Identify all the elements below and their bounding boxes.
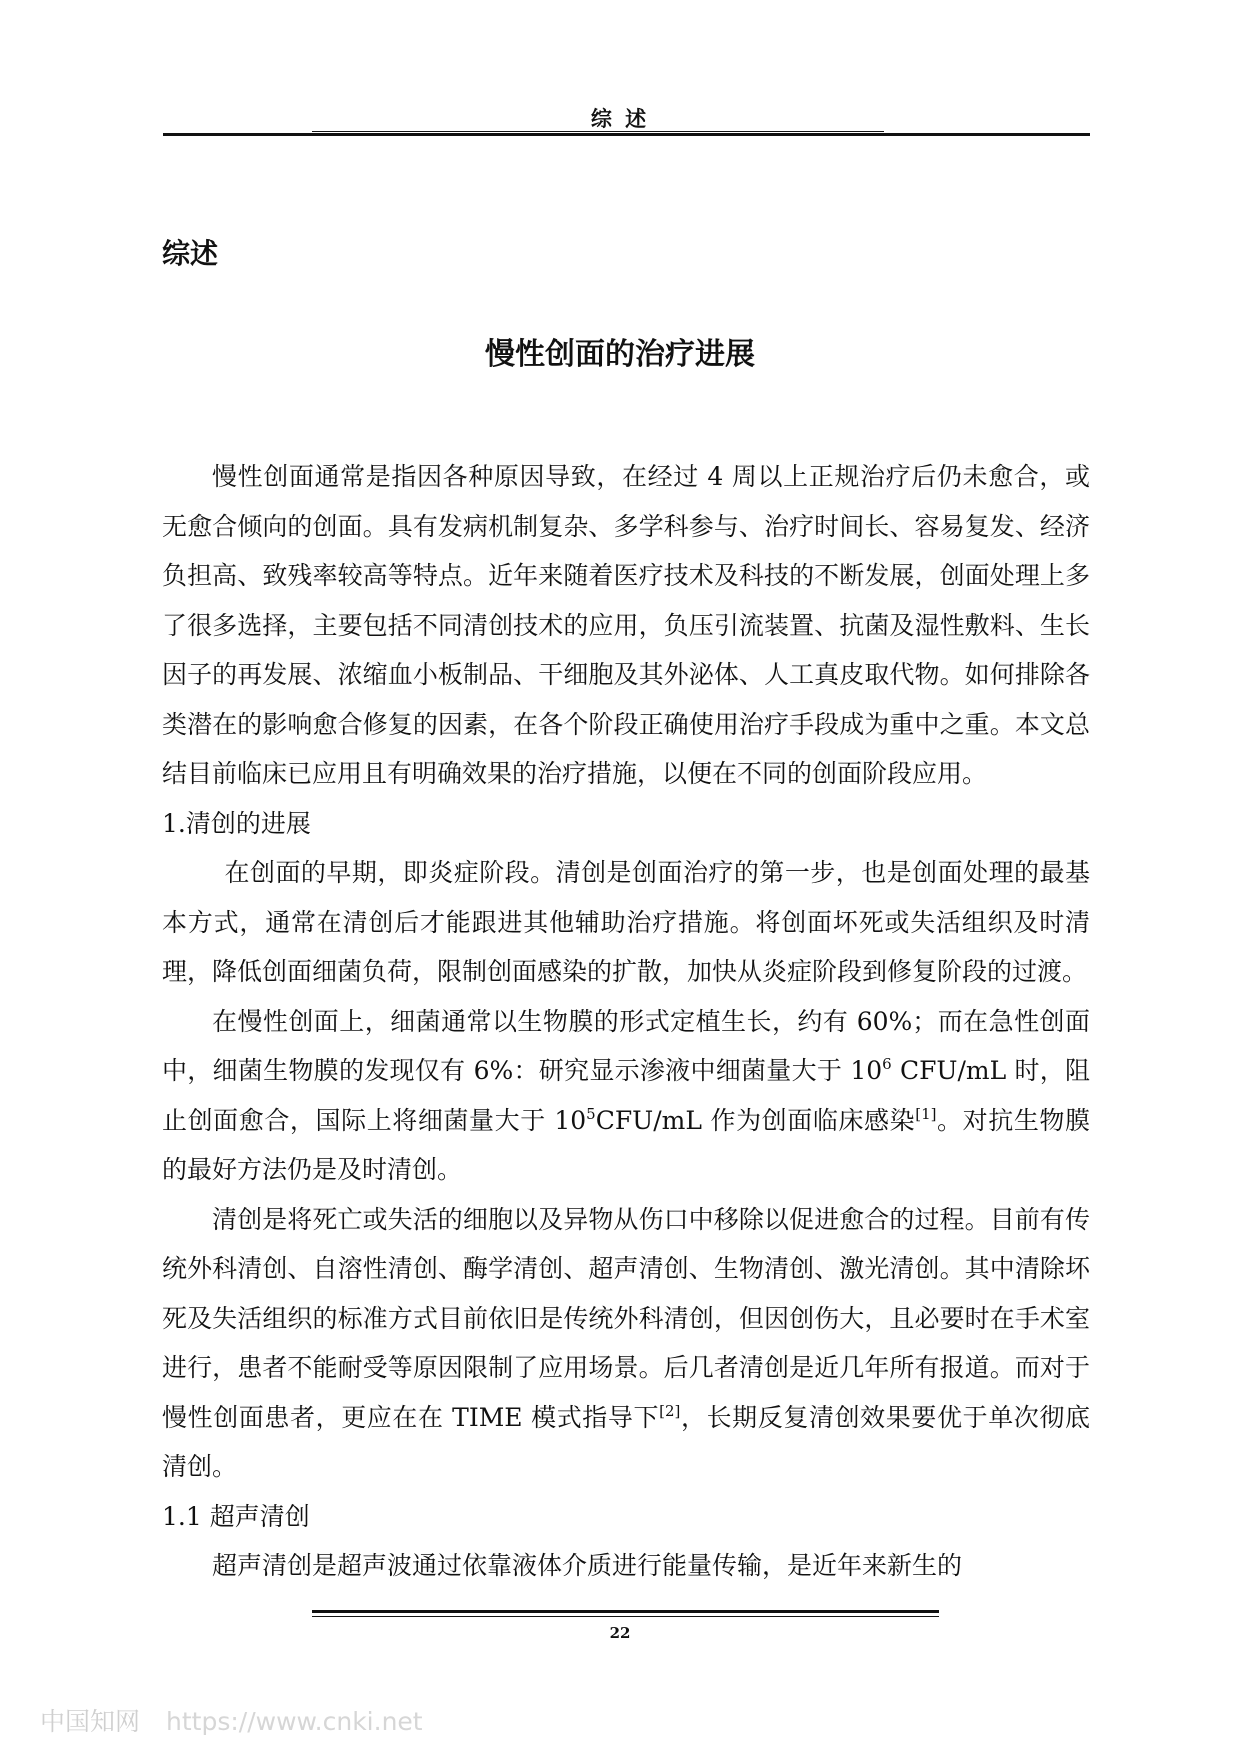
paragraph-debridement-methods [162,1195,1090,1492]
paragraph-early-stage: 在创面的早期，即炎症阶段。清创是创面治疗的第一步，也是创面处理的最基本方式，通常在清创后才能跟进其他辅助治疗措施。将创面坏死或失活组织及时清理，降低创面细菌负荷，限制创面感染的扩散，加快从炎症阶段到修复阶段的过渡。 [162,858,1090,986]
citation-ref-2: [2] [659,1401,681,1420]
paragraph-biofilm [162,997,1090,1195]
subheading-ultrasound: 1.1 超声清创 [162,1501,310,1531]
subheading-debridement: 1.清创的进展 [162,808,311,838]
biofilm-text-d: 。对抗生物膜的最好方法仍是及时清创。 [162,1105,1090,1184]
watermark-site-name: 中国知网 [40,1707,141,1736]
paragraph-intro: 慢性创面通常是指因各种原因导致，在经过 4 周以上正规治疗后仍未愈合，或无愈合倾向的创面。具有发病机制复杂、多学科参与、治疗时间长、容易复发、经济负担高、致残率较高等特点。近年来随着医疗技术及科技的不断发展，创面处理上多了很多选择，主要包括不同清创技术的应用，负压引流装置、抗菌及湿性敷料、生长因子的再发展、浓缩血小板制品、干细胞及其外泌体、人工真皮取代物。如何排除各类潜在的影响愈合修复的因素，在各个阶段正确使用治疗手段成为重中之重。本文总结目前临床已应用且有明确效果的治疗措施，以便在不同的创面阶段应用。 [162,462,1090,788]
biofilm-text-a: 在慢性创面上，细菌通常以生物膜的形式定植生长，约有 60%；而在急性创面中，细菌生物膜的发现仅有 6%：研究显示渗液中细菌量大于 10 [162,1006,1090,1085]
article-title: 慢性创面的治疗进展 [485,337,755,372]
watermark-url: https://www.cnki.net [166,1707,423,1736]
page-number: 22 [609,1624,631,1642]
methods-text-b: ，长期反复清创效果要优于单次彻底清创。 [162,1402,1090,1481]
article-body [162,452,1090,1591]
footer-rule-thin [312,1616,939,1617]
methods-text-a: 清创是将死亡或失活的细胞以及异物从伤口中移除以促进愈合的过程。目前有传统外科清创、自溶性清创、酶学清创、超声清创、生物清创、激光清创。其中清除坏死及失活组织的标准方式目前依旧是传统外科清创，但因创伤大，且必要时在手术室进行，患者不能耐受等原因限制了应用场景。后几者清创是近几年所有报道。而对于慢性创面患者，更应在在 TIME 模式指导下 [162,1204,1090,1432]
superscript-exponent-6: 6 [882,1055,892,1073]
running-header: 综 述 [590,107,650,131]
superscript-exponent-5: 5 [586,1104,596,1123]
section-heading: 综述 [162,237,219,270]
biofilm-text-b: CFU/mL 时，阻止创面愈合，国际上将细菌量大于 10 [162,1056,1091,1135]
biofilm-text-c: CFU/mL 作为创面临床感染 [595,1105,916,1135]
citation-ref-1: [1] [915,1104,937,1123]
header-rule-thin [312,131,884,132]
footer-rule [312,1610,939,1613]
cnki-watermark [40,1702,423,1738]
header-rule [163,133,1090,136]
paragraph-ultrasound: 超声清创是超声波通过依靠液体介质进行能量传输，是近年来新生的 [212,1551,963,1580]
